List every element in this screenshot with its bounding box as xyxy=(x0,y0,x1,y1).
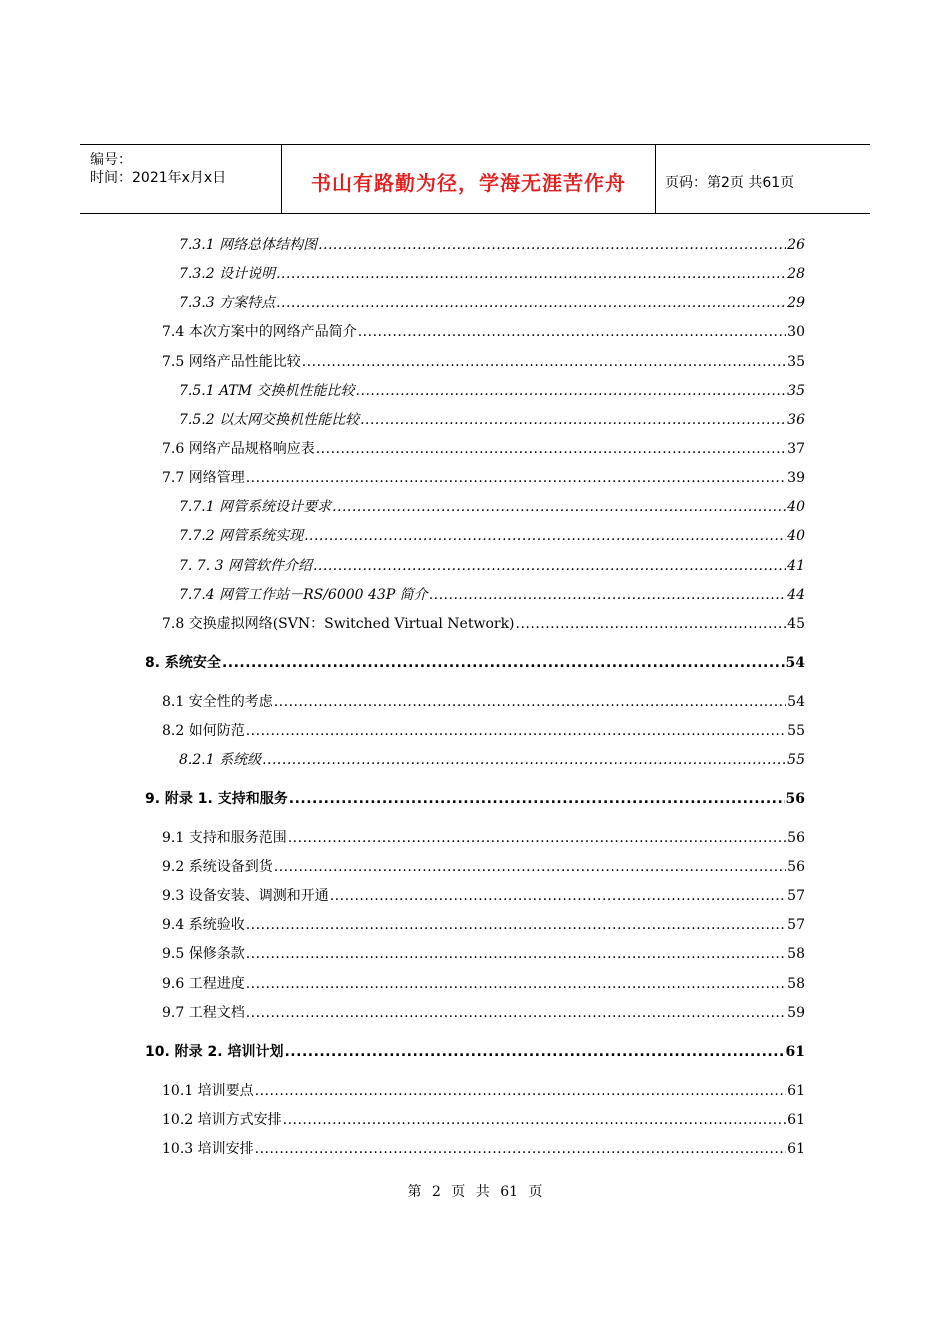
toc-entry[interactable] xyxy=(162,1082,805,1100)
toc-entry[interactable] xyxy=(179,236,805,254)
document-time-label: 时间：2021年x月x日 xyxy=(90,170,227,186)
toc-entry[interactable] xyxy=(162,440,805,458)
toc-entry[interactable] xyxy=(179,751,805,769)
toc-entry-title: 7.4 本次方案中的网络产品简介 xyxy=(162,324,357,340)
header-page-cell xyxy=(655,145,870,213)
toc-entry-page-number: 45 xyxy=(787,616,805,632)
toc-dot-leader xyxy=(222,654,785,672)
toc-dot-leader xyxy=(246,945,786,963)
toc-entry[interactable] xyxy=(179,382,805,400)
toc-dot-leader xyxy=(304,527,786,545)
toc-dot-leader xyxy=(356,382,787,400)
toc-dot-leader xyxy=(516,615,787,633)
toc-entry[interactable] xyxy=(179,586,805,604)
toc-entry[interactable] xyxy=(145,1043,805,1061)
toc-entry-title: 7.6 网络产品规格响应表 xyxy=(162,441,315,457)
toc-entry-title: 10. 附录 2. 培训计划 xyxy=(145,1044,284,1060)
toc-entry[interactable] xyxy=(162,975,805,993)
toc-entry-page-number: 39 xyxy=(787,470,805,486)
toc-entry-page-number: 58 xyxy=(787,946,805,962)
toc-entry-page-number: 26 xyxy=(787,237,805,253)
header-slogan-cell xyxy=(281,145,656,213)
toc-entry[interactable] xyxy=(162,1004,805,1022)
toc-entry-title: 9.3 设备安装、调测和开通 xyxy=(162,888,329,904)
toc-dot-leader xyxy=(332,498,786,516)
toc-entry-page-number: 29 xyxy=(787,295,805,311)
toc-entry-page-number: 61 xyxy=(787,1141,805,1157)
toc-entry-title: 9.5 保修条款 xyxy=(162,946,245,962)
toc-entry-title: 10.2 培训方式安排 xyxy=(162,1112,282,1128)
toc-entry-title: 9.6 工程进度 xyxy=(162,976,245,992)
toc-entry-title: 9.4 系统验收 xyxy=(162,917,245,933)
toc-entry-page-number: 41 xyxy=(787,558,805,574)
toc-entry[interactable] xyxy=(179,498,805,516)
toc-dot-leader xyxy=(289,790,785,808)
toc-entry-title: 9.7 工程文档 xyxy=(162,1005,245,1021)
toc-dot-leader xyxy=(246,469,786,487)
toc-dot-leader xyxy=(358,323,786,341)
toc-entry-title: 7.8 交换虚拟网络(SVN：Switched Virtual Network) xyxy=(162,616,515,632)
header-page-info: 页码：第2页 共61页 xyxy=(665,175,795,191)
toc-dot-leader xyxy=(274,858,786,876)
toc-dot-leader xyxy=(302,353,786,371)
toc-entry-page-number: 57 xyxy=(787,888,805,904)
toc-entry[interactable] xyxy=(162,722,805,740)
toc-entry-page-number: 54 xyxy=(787,694,805,710)
toc-entry-page-number: 44 xyxy=(787,587,805,603)
toc-dot-leader xyxy=(255,1140,787,1158)
toc-entry[interactable] xyxy=(179,411,805,429)
toc-entry[interactable] xyxy=(162,353,805,371)
toc-entry[interactable] xyxy=(162,469,805,487)
toc-entry[interactable] xyxy=(145,790,805,808)
toc-entry-title: 8. 系统安全 xyxy=(145,655,221,671)
toc-entry[interactable] xyxy=(162,323,805,341)
header-slogan: 书山有路勤为径，学海无涯苦作舟 xyxy=(311,171,626,195)
toc-entry[interactable] xyxy=(162,1140,805,1158)
toc-dot-leader xyxy=(318,236,786,254)
toc-dot-leader xyxy=(283,1111,787,1129)
toc-dot-leader xyxy=(262,751,786,769)
toc-entry-title: 7.3.3 方案特点 xyxy=(179,295,276,311)
toc-entry-page-number: 40 xyxy=(787,528,805,544)
toc-dot-leader xyxy=(246,1004,786,1022)
toc-entry-title: 7.5 网络产品性能比较 xyxy=(162,354,301,370)
toc-entry-page-number: 59 xyxy=(787,1005,805,1021)
toc-entry[interactable] xyxy=(162,615,805,633)
toc-entry[interactable] xyxy=(162,916,805,934)
toc-entry-title: 7.5.2 以太网交换机性能比较 xyxy=(179,412,360,428)
toc-entry[interactable] xyxy=(179,294,805,312)
toc-entry-title: 7.3.1 网络总体结构图 xyxy=(179,237,318,253)
toc-entry-title: 7.7.4 网管工作站－RS/6000 43P 简介 xyxy=(179,587,428,603)
toc-entry-title: 7.3.2 设计说明 xyxy=(179,266,276,282)
toc-entry[interactable] xyxy=(162,858,805,876)
toc-entry-page-number: 30 xyxy=(787,324,805,340)
toc-entry[interactable] xyxy=(162,945,805,963)
toc-dot-leader xyxy=(276,294,786,312)
toc-dot-leader xyxy=(255,1082,787,1100)
toc-entry-page-number: 56 xyxy=(787,830,805,846)
document-header xyxy=(80,144,870,214)
toc-entry-page-number: 57 xyxy=(787,917,805,933)
toc-entry-title: 7.5.1 ATM 交换机性能比较 xyxy=(179,383,355,399)
toc-entry-page-number: 61 xyxy=(785,1044,805,1060)
toc-entry-page-number: 35 xyxy=(787,383,805,399)
toc-dot-leader xyxy=(360,411,786,429)
toc-dot-leader xyxy=(288,829,786,847)
toc-entry[interactable] xyxy=(179,527,805,545)
toc-dot-leader xyxy=(313,557,786,575)
toc-entry-title: 8.1 安全性的考虑 xyxy=(162,694,273,710)
toc-entry-page-number: 35 xyxy=(787,354,805,370)
header-meta-cell xyxy=(80,145,281,213)
toc-dot-leader xyxy=(284,1043,784,1061)
toc-dot-leader xyxy=(246,722,786,740)
toc-entry[interactable] xyxy=(162,887,805,905)
toc-dot-leader xyxy=(274,693,786,711)
toc-dot-leader xyxy=(246,916,786,934)
toc-entry-page-number: 37 xyxy=(787,441,805,457)
toc-entry-page-number: 55 xyxy=(787,752,805,768)
toc-entry-title: 7.7 网络管理 xyxy=(162,470,245,486)
toc-entry-title: 9.2 系统设备到货 xyxy=(162,859,273,875)
toc-dot-leader xyxy=(276,265,786,283)
toc-entry-title: 10.1 培训要点 xyxy=(162,1083,254,1099)
toc-entry[interactable] xyxy=(162,693,805,711)
toc-entry-title: 9.1 支持和服务范围 xyxy=(162,830,287,846)
toc-entry-page-number: 61 xyxy=(787,1112,805,1128)
toc-entry-page-number: 61 xyxy=(787,1083,805,1099)
toc-entry-title: 10.3 培训安排 xyxy=(162,1141,254,1157)
toc-entry-page-number: 58 xyxy=(787,976,805,992)
toc-entry-page-number: 55 xyxy=(787,723,805,739)
page-footer: 第 2 页 共 61 页 xyxy=(407,1184,543,1200)
document-number-label: 编号： xyxy=(90,152,132,168)
toc-entry-page-number: 54 xyxy=(785,655,805,671)
toc-dot-leader xyxy=(330,887,786,905)
toc-entry-page-number: 56 xyxy=(785,791,805,807)
toc-entry[interactable] xyxy=(179,265,805,283)
toc-dot-leader xyxy=(429,586,786,604)
toc-dot-leader xyxy=(316,440,786,458)
toc-entry-title: 8.2.1 系统级 xyxy=(179,752,262,768)
toc-entry-page-number: 56 xyxy=(787,859,805,875)
toc-entry-title: 7.7.2 网管系统实现 xyxy=(179,528,304,544)
toc-entry-title: 8.2 如何防范 xyxy=(162,723,245,739)
toc-entry[interactable] xyxy=(179,557,805,575)
toc-entry[interactable] xyxy=(162,829,805,847)
toc-entry-title: 7.7.1 网管系统设计要求 xyxy=(179,499,332,515)
toc-entry-title: 7. 7. 3 网管软件介绍 xyxy=(179,558,312,574)
toc-dot-leader xyxy=(246,975,786,993)
toc-entry[interactable] xyxy=(162,1111,805,1129)
toc-entry[interactable] xyxy=(145,654,805,672)
toc-entry-title: 9. 附录 1. 支持和服务 xyxy=(145,791,288,807)
toc-entry-page-number: 28 xyxy=(787,266,805,282)
toc-entry-page-number: 40 xyxy=(787,499,805,515)
toc-entry-page-number: 36 xyxy=(787,412,805,428)
